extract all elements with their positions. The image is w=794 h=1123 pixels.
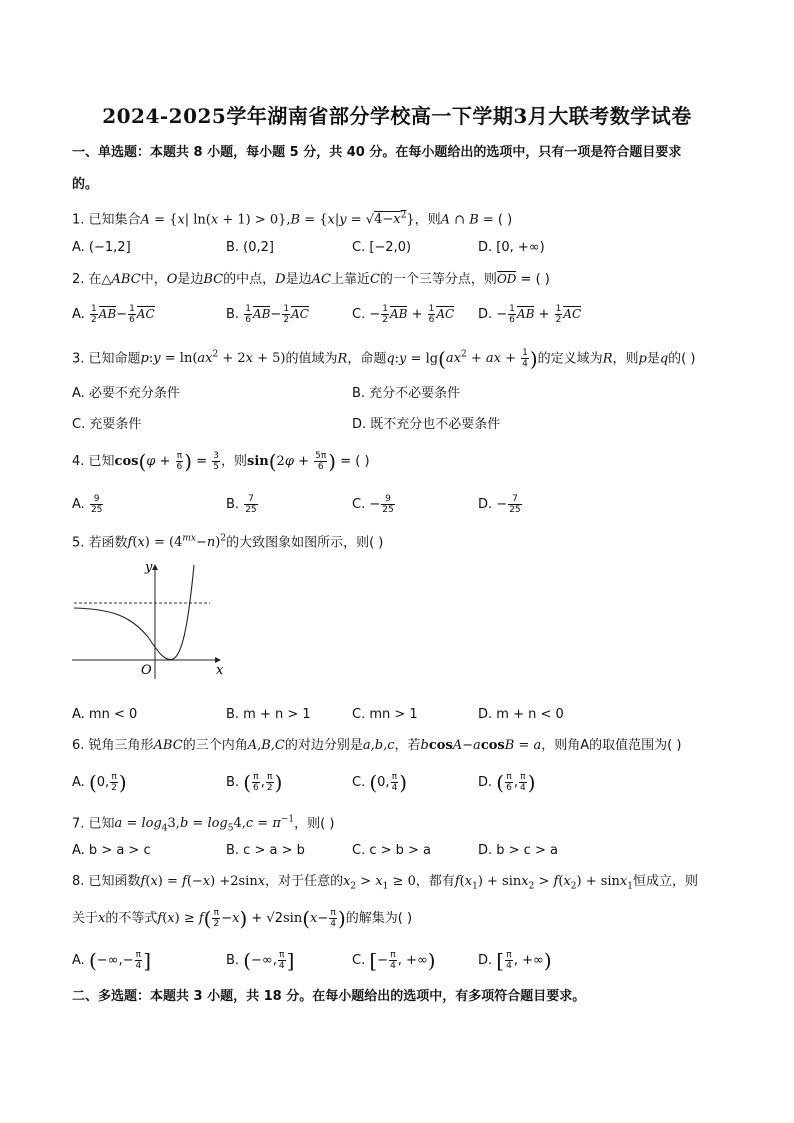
q1-option-b: B. (0,2] — [226, 240, 275, 255]
q3-option-d: D. 既不充分也不必要条件 — [352, 417, 501, 432]
origin-label: O — [141, 663, 152, 678]
q1-option-a: A. (−1,2] — [72, 240, 131, 255]
q1-prefix: 1. 已知集合 — [72, 212, 141, 228]
q1-option-c: C. [−2,0) — [352, 240, 412, 255]
q5-option-b: B. m + n > 1 — [226, 707, 311, 722]
q8-option-d: D. [ $\frac{\pi}{4}$ , +∞) — [478, 948, 552, 973]
q4-option-a: A. $\frac{9}{25}$ — [72, 494, 103, 515]
q5-option-d: D. m + n < 0 — [478, 707, 564, 722]
q3-option-a: A. 必要不充分条件 — [72, 386, 180, 401]
y-axis-label: y — [145, 560, 153, 575]
q6-option-d: D. ( $\frac{\pi}{6}$ , $\frac{\pi}{4}$ ) — [478, 770, 536, 795]
x-axis-label: x — [216, 663, 224, 678]
q6-option-a: A. (0, $\frac{\pi}{2}$ ) — [72, 770, 127, 795]
function-graph-figure — [70, 557, 250, 682]
q7-option-a: A. b > a > c — [72, 843, 151, 858]
q7-option-d: D. b > c > a — [478, 843, 558, 858]
q8-option-b: B. (−∞, $\frac{\pi}{4}$ ] — [226, 948, 295, 973]
q4-option-d: D. − $\frac{7}{25}$ — [478, 494, 521, 515]
question-3: 3. 已知命题p:y = $\ln(ax^2 + 2x + 5)$的值域为R，命题q:y = $\lg(ax^2$ + ax + $\frac{1}{4}$ )的定义域为R，则p是q的( ) — [72, 346, 696, 371]
q5-option-a: A. mn < 0 — [72, 707, 138, 722]
q8-option-c: C. [− $\frac{\pi}{4}$ , +∞) — [352, 948, 436, 973]
function-curve — [74, 565, 194, 660]
q6-option-b: B. ( $\frac{\pi}{6}$ , $\frac{\pi}{2}$ ) — [226, 770, 283, 795]
section1-heading: 一、单选题：本题共 8 小题，每小题 5 分，共 40 分。在每小题给出的选项中，只有一项是符合题目要求 — [72, 145, 682, 160]
q3-option-c: C. 充要条件 — [72, 417, 142, 432]
section1-heading-cont: 的。 — [72, 177, 99, 192]
q4-option-c: C. − $\frac{9}{25}$ — [352, 494, 394, 515]
q7-option-b: B. c > a > b — [226, 843, 305, 858]
question-7: 7. 已知$a = \log_43,b = \log_54,c = \pi^{-1}$，则( ) — [72, 815, 335, 834]
question-6: 6. 锐角三角形ABC的三个内角A,B,C的对边分别是a,b,c，若bcosA−acosB = a，则角A的取值范围为( ) — [72, 738, 682, 753]
q1-option-d: D. [0, +∞) — [478, 240, 545, 255]
question-4: 4. 已知cos(φ + $\frac{\pi}{6}$ ) = $\frac{3}{5}$ ，则sin(2φ + $\frac{5\pi}{6}$ ) = ( ) — [72, 449, 370, 474]
q6-option-c: C. (0, $\frac{\pi}{4}$ ) — [352, 770, 408, 795]
q7-option-c: C. c > b > a — [352, 843, 432, 858]
q8-option-a: A. (−∞,− $\frac{\pi}{4}$ ] — [72, 948, 152, 973]
q2-option-b: B. $\frac{1}{6}$ AB− $\frac{1}{2}$ AC — [226, 304, 309, 325]
section2-heading: 二、多选题：本题共 3 小题，共 18 分。在每小题给出的选项中，有多项符合题目要求。 — [72, 989, 586, 1004]
q2-option-c: C. − $\frac{1}{2}$ AB + $\frac{1}{6}$ AC — [352, 304, 455, 325]
q2-option-a: A. $\frac{1}{2}$ AB− $\frac{1}{6}$ AC — [72, 304, 155, 325]
q4-option-b: B. $\frac{7}{25}$ — [226, 494, 257, 515]
question-5: 5. 若函数$f(x) = (4^{mx}-n)^2$的大致图象如图所示，则( ) — [72, 534, 384, 551]
exam-title: 2024-2025学年湖南省部分学校高一下学期3月大联考数学试卷 — [102, 104, 692, 128]
q2-option-d: D. − $\frac{1}{6}$ AB + $\frac{1}{2}$ AC — [478, 304, 582, 325]
question-1: 1. 已知集合A = {x| $\ln(x + 1) > 0\},B = \{x|y = √4-x^2\}$，则A ∩ B = ( ) — [72, 211, 513, 228]
question-2: 2. 在△ABC中，O是边BC的中点，D是边AC上靠近C的一个三等分点，则OD = ( ) — [72, 272, 550, 287]
question-8-line2: 关于x的不等式f(x) ≥ f( $\frac{\pi}{2}$ −x) + √2sin(x− $\frac{\pi}{4}$ )的解集为( ) — [72, 906, 413, 931]
q2-prefix: 2. 在△ — [72, 272, 112, 287]
question-8: 8. 已知函数f(x) = f(−x) +2sinx，对于任意的$x_2 > x_1 \ge 0$，都有$f(x_1) + \sin x_2 > f(x_2) + \sin x_1$恒成立，则 — [72, 874, 699, 892]
q3-option-b: B. 充分不必要条件 — [352, 386, 461, 401]
q5-option-c: C. mn > 1 — [352, 707, 418, 722]
